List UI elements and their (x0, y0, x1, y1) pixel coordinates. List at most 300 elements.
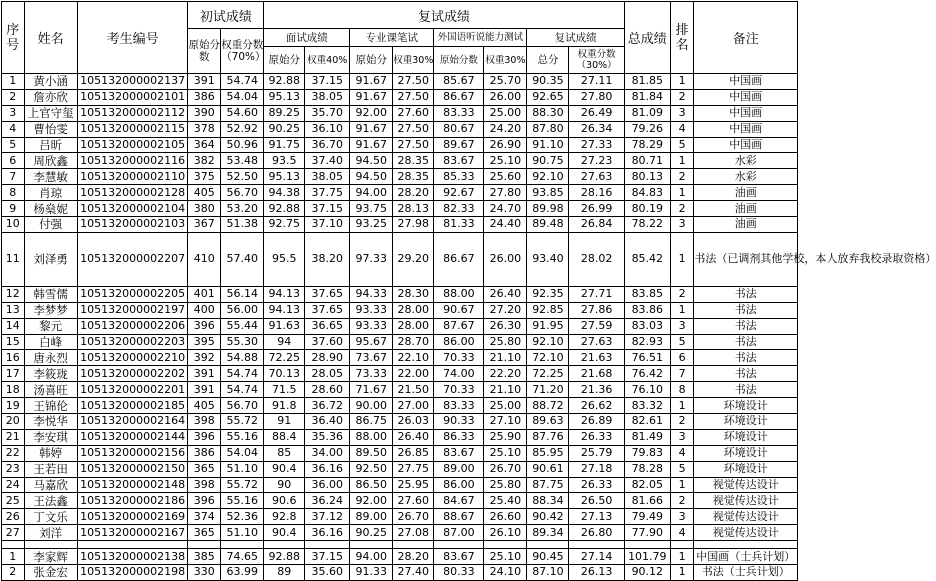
cell-initial-weighted: 54.74 (221, 366, 264, 382)
cell-rank: 5 (670, 334, 694, 350)
cell-total: 81.49 (624, 429, 670, 445)
cell-written-weighted: 27.08 (393, 525, 434, 541)
cell-listening-raw: 83.33 (434, 398, 484, 414)
cell-retest-weighted: 27.13 (569, 509, 624, 525)
cell-interview-weighted: 35.70 (305, 105, 350, 121)
cell-listening-raw: 83.67 (434, 153, 484, 169)
cell-name: 肖琼 (24, 185, 77, 201)
cell-written-weighted: 29.20 (393, 232, 434, 286)
cell-retest-sum: 91.10 (527, 137, 569, 153)
cell-total: 78.28 (624, 461, 670, 477)
cell-written-raw: 86.75 (350, 414, 393, 430)
cell-seq: 2 (2, 565, 25, 581)
cell-retest-sum: 87.75 (527, 477, 569, 493)
cell-rank: 2 (670, 286, 694, 302)
cell-retest-sum: 87.76 (527, 429, 569, 445)
table-row (2, 382, 798, 398)
cell-interview-weighted: 36.70 (305, 137, 350, 153)
header-w40: 权重40% (305, 47, 350, 74)
cell-listening-raw: 87.67 (434, 318, 484, 334)
cell-listening-raw: 86.33 (434, 429, 484, 445)
cell-initial-raw: 375 (188, 169, 221, 185)
cell-id: 105132000002110 (77, 169, 188, 185)
cell-initial-raw: 405 (188, 185, 221, 201)
table-row (2, 217, 798, 233)
cell-rank: 3 (670, 105, 694, 121)
header-sum: 总分 (527, 47, 569, 74)
cell-interview-raw: 91.8 (264, 398, 305, 414)
cell-interview-weighted: 37.40 (305, 153, 350, 169)
separator-cell (527, 541, 569, 549)
cell-written-weighted: 28.70 (393, 334, 434, 350)
cell-initial-raw: 374 (188, 509, 221, 525)
cell-rank: 3 (670, 429, 694, 445)
cell-id: 105132000002128 (77, 185, 188, 201)
cell-initial-weighted: 54.04 (221, 445, 264, 461)
cell-interview-raw: 90 (264, 477, 305, 493)
cell-listening-weighted: 25.40 (484, 493, 527, 509)
cell-listening-weighted: 26.70 (484, 461, 527, 477)
cell-interview-raw: 90.4 (264, 525, 305, 541)
cell-total: 81.84 (624, 89, 670, 105)
cell-written-weighted: 27.60 (393, 493, 434, 509)
cell-initial-raw: 386 (188, 89, 221, 105)
cell-rank: 3 (670, 318, 694, 334)
cell-seq: 25 (2, 493, 25, 509)
cell-initial-weighted: 54.74 (221, 74, 264, 90)
cell-retest-sum: 72.10 (527, 350, 569, 366)
cell-listening-weighted: 21.10 (484, 350, 527, 366)
cell-total: 79.49 (624, 509, 670, 525)
cell-retest-sum: 90.35 (527, 74, 569, 90)
cell-initial-raw: 330 (188, 565, 221, 581)
cell-interview-weighted: 34.00 (305, 445, 350, 461)
cell-interview-weighted: 37.10 (305, 217, 350, 233)
cell-seq: 9 (2, 201, 25, 217)
cell-written-weighted: 22.10 (393, 350, 434, 366)
cell-written-raw: 93.33 (350, 302, 393, 318)
cell-written-raw: 90.25 (350, 525, 393, 541)
cell-retest-weighted: 28.16 (569, 185, 624, 201)
cell-retest-sum: 93.40 (527, 232, 569, 286)
cell-interview-weighted: 36.00 (305, 477, 350, 493)
cell-written-raw: 97.33 (350, 232, 393, 286)
cell-total: 78.29 (624, 137, 670, 153)
cell-name: 李慧敏 (24, 169, 77, 185)
cell-listening-raw: 83.67 (434, 549, 484, 565)
cell-total: 83.86 (624, 302, 670, 318)
cell-written-raw: 95.67 (350, 334, 393, 350)
cell-name: 汤喜旺 (24, 382, 77, 398)
cell-retest-sum: 87.80 (527, 121, 569, 137)
cell-written-raw: 88.00 (350, 429, 393, 445)
cell-listening-raw: 88.67 (434, 509, 484, 525)
header-listening: 外国语听说能力测试 (434, 29, 527, 47)
cell-name: 唐永烈 (24, 350, 77, 366)
cell-listening-raw: 87.00 (434, 525, 484, 541)
cell-written-raw: 73.33 (350, 366, 393, 382)
header-weighted30: 权重分数（30%） (569, 47, 624, 74)
cell-interview-weighted: 36.16 (305, 461, 350, 477)
cell-total: 77.90 (624, 525, 670, 541)
cell-written-weighted: 27.50 (393, 89, 434, 105)
cell-retest-weighted: 27.59 (569, 318, 624, 334)
cell-rank: 7 (670, 366, 694, 382)
table-row (2, 318, 798, 334)
cell-id: 105132000002156 (77, 445, 188, 461)
header-written: 专业课笔试 (350, 29, 434, 47)
table-row (2, 461, 798, 477)
cell-note: 书法 (694, 318, 798, 334)
cell-written-weighted: 28.00 (393, 302, 434, 318)
cell-retest-weighted: 26.84 (569, 217, 624, 233)
cell-name: 黄小涵 (24, 74, 77, 90)
separator-cell (569, 541, 624, 549)
cell-name: 曹怡雯 (24, 121, 77, 137)
cell-initial-weighted: 55.72 (221, 414, 264, 430)
cell-name: 杨燊妮 (24, 201, 77, 217)
cell-written-weighted: 27.98 (393, 217, 434, 233)
cell-initial-weighted: 56.70 (221, 185, 264, 201)
cell-retest-sum: 88.30 (527, 105, 569, 121)
cell-retest-weighted: 27.14 (569, 549, 624, 565)
cell-initial-weighted: 52.36 (221, 509, 264, 525)
cell-retest-sum: 90.45 (527, 549, 569, 565)
cell-note: 环境设计 (694, 398, 798, 414)
cell-id: 105132000002101 (77, 89, 188, 105)
cell-seq: 4 (2, 121, 25, 137)
cell-note: 书法 (694, 286, 798, 302)
table-row (2, 429, 798, 445)
cell-total: 78.22 (624, 217, 670, 233)
cell-retest-sum: 89.63 (527, 414, 569, 430)
table-row (2, 350, 798, 366)
cell-rank: 8 (670, 382, 694, 398)
cell-id: 105132000002202 (77, 366, 188, 382)
score-table (1, 1, 936, 581)
cell-initial-raw: 364 (188, 137, 221, 153)
cell-written-raw: 89.50 (350, 445, 393, 461)
cell-retest-weighted: 27.63 (569, 169, 624, 185)
cell-initial-weighted: 51.10 (221, 461, 264, 477)
cell-seq: 27 (2, 525, 25, 541)
cell-written-raw: 91.67 (350, 89, 393, 105)
cell-seq: 2 (2, 89, 25, 105)
cell-listening-weighted: 25.10 (484, 445, 527, 461)
cell-note: 水彩 (694, 153, 798, 169)
cell-listening-raw: 85.33 (434, 169, 484, 185)
cell-total: 80.71 (624, 153, 670, 169)
cell-note: 书法（士兵计划） (694, 565, 798, 581)
cell-interview-raw: 71.5 (264, 382, 305, 398)
cell-listening-weighted: 26.00 (484, 232, 527, 286)
cell-retest-weighted: 27.33 (569, 137, 624, 153)
table-row (2, 414, 798, 430)
cell-name: 王法鑫 (24, 493, 77, 509)
cell-retest-weighted: 27.23 (569, 153, 624, 169)
separator-cell (350, 541, 393, 549)
cell-name: 李梦梦 (24, 302, 77, 318)
cell-initial-raw: 395 (188, 334, 221, 350)
cell-name: 韩雪儒 (24, 286, 77, 302)
cell-initial-weighted: 56.00 (221, 302, 264, 318)
cell-rank: 6 (670, 350, 694, 366)
cell-listening-weighted: 25.60 (484, 169, 527, 185)
cell-written-raw: 94.33 (350, 286, 393, 302)
cell-seq: 24 (2, 477, 25, 493)
header-w30a: 权重30% (393, 47, 434, 74)
cell-seq: 22 (2, 445, 25, 461)
cell-interview-weighted: 28.05 (305, 366, 350, 382)
cell-interview-raw: 91 (264, 414, 305, 430)
header-w30b: 权重30% (484, 47, 527, 74)
cell-initial-raw: 401 (188, 286, 221, 302)
cell-written-raw: 91.67 (350, 74, 393, 90)
cell-seq: 10 (2, 217, 25, 233)
cell-total: 76.10 (624, 382, 670, 398)
cell-interview-weighted: 37.15 (305, 74, 350, 90)
cell-interview-weighted: 37.65 (305, 302, 350, 318)
cell-note: 环境设计 (694, 414, 798, 430)
cell-written-weighted: 27.40 (393, 565, 434, 581)
cell-listening-raw: 81.33 (434, 217, 484, 233)
cell-written-raw: 92.00 (350, 493, 393, 509)
cell-initial-raw: 391 (188, 382, 221, 398)
cell-written-raw: 91.67 (350, 121, 393, 137)
cell-note: 环境设计 (694, 445, 798, 461)
cell-listening-raw: 80.33 (434, 565, 484, 581)
table-row (2, 201, 798, 217)
cell-interview-weighted: 38.20 (305, 232, 350, 286)
cell-initial-weighted: 54.88 (221, 350, 264, 366)
cell-note: 视觉传达设计 (694, 525, 798, 541)
cell-written-raw: 71.67 (350, 382, 393, 398)
cell-total: 83.85 (624, 286, 670, 302)
cell-retest-weighted: 26.33 (569, 429, 624, 445)
cell-initial-raw: 396 (188, 318, 221, 334)
cell-retest-weighted: 26.50 (569, 493, 624, 509)
cell-id: 105132000002116 (77, 153, 188, 169)
cell-id: 105132000002210 (77, 350, 188, 366)
cell-written-weighted: 26.85 (393, 445, 434, 461)
cell-listening-weighted: 24.10 (484, 565, 527, 581)
cell-name: 白峰 (24, 334, 77, 350)
cell-written-raw: 86.50 (350, 477, 393, 493)
cell-initial-weighted: 57.40 (221, 232, 264, 286)
cell-name: 李家辉 (24, 549, 77, 565)
cell-name: 詹亦欣 (24, 89, 77, 105)
cell-rank: 3 (670, 217, 694, 233)
header-id: 考生编号 (77, 2, 188, 74)
header-seq: 序号 (2, 2, 25, 74)
cell-listening-raw: 88.00 (434, 286, 484, 302)
cell-interview-raw: 95.5 (264, 232, 305, 286)
cell-seq: 8 (2, 185, 25, 201)
cell-written-weighted: 21.50 (393, 382, 434, 398)
cell-retest-sum: 92.10 (527, 169, 569, 185)
cell-seq: 20 (2, 414, 25, 430)
cell-listening-weighted: 25.10 (484, 153, 527, 169)
cell-id: 105132000002164 (77, 414, 188, 430)
cell-name: 刘泽勇 (24, 232, 77, 286)
cell-note: 书法（已调剂其他学校，本人放弃我校录取资格） (694, 232, 798, 286)
cell-listening-weighted: 25.70 (484, 74, 527, 90)
cell-note: 书法 (694, 366, 798, 382)
table-row (2, 121, 798, 137)
header-interview: 面试成绩 (264, 29, 350, 47)
cell-total: 76.51 (624, 350, 670, 366)
cell-id: 105132000002112 (77, 105, 188, 121)
cell-initial-raw: 396 (188, 493, 221, 509)
cell-initial-weighted: 50.96 (221, 137, 264, 153)
cell-initial-weighted: 55.16 (221, 429, 264, 445)
cell-note: 书法 (694, 302, 798, 318)
cell-initial-raw: 390 (188, 105, 221, 121)
cell-rank: 1 (670, 477, 694, 493)
cell-name: 韩婷 (24, 445, 77, 461)
cell-listening-weighted: 25.00 (484, 105, 527, 121)
separator-cell (670, 541, 694, 549)
cell-listening-weighted: 21.10 (484, 382, 527, 398)
separator-cell (2, 541, 25, 549)
cell-retest-sum: 92.35 (527, 286, 569, 302)
cell-id: 105132000002148 (77, 477, 188, 493)
cell-seq: 12 (2, 286, 25, 302)
cell-listening-weighted: 25.90 (484, 429, 527, 445)
cell-interview-raw: 89.25 (264, 105, 305, 121)
cell-rank: 1 (670, 398, 694, 414)
cell-retest-weighted: 27.63 (569, 334, 624, 350)
cell-name: 马嘉欣 (24, 477, 77, 493)
cell-initial-weighted: 52.50 (221, 169, 264, 185)
cell-initial-weighted: 51.10 (221, 525, 264, 541)
cell-listening-raw: 90.33 (434, 414, 484, 430)
cell-initial-weighted: 56.14 (221, 286, 264, 302)
cell-interview-raw: 91.75 (264, 137, 305, 153)
cell-total: 84.83 (624, 185, 670, 201)
cell-listening-raw: 80.67 (434, 121, 484, 137)
cell-listening-weighted: 24.70 (484, 201, 527, 217)
cell-initial-weighted: 53.48 (221, 153, 264, 169)
cell-retest-weighted: 27.71 (569, 286, 624, 302)
separator-cell (694, 541, 798, 549)
separator-cell (484, 541, 527, 549)
cell-name: 张金宏 (24, 565, 77, 581)
cell-listening-weighted: 26.90 (484, 137, 527, 153)
cell-id: 105132000002150 (77, 461, 188, 477)
cell-rank: 5 (670, 137, 694, 153)
cell-interview-raw: 92.88 (264, 74, 305, 90)
header-retest: 复试成绩 (264, 2, 625, 29)
cell-listening-raw: 90.67 (434, 302, 484, 318)
cell-total: 80.19 (624, 201, 670, 217)
cell-note: 环境设计 (694, 429, 798, 445)
cell-written-weighted: 28.13 (393, 201, 434, 217)
header-sub-raw: 原始分 (264, 47, 305, 74)
separator-cell (264, 541, 305, 549)
cell-listening-raw: 86.00 (434, 334, 484, 350)
cell-note: 中国画 (694, 137, 798, 153)
cell-note: 油画 (694, 201, 798, 217)
cell-note: 视觉传达设计 (694, 509, 798, 525)
table-row (2, 153, 798, 169)
cell-id: 105132000002169 (77, 509, 188, 525)
table-header (2, 2, 798, 74)
cell-note: 书法 (694, 334, 798, 350)
cell-interview-raw: 93.5 (264, 153, 305, 169)
cell-note: 中国画 (694, 89, 798, 105)
cell-listening-weighted: 27.20 (484, 302, 527, 318)
cell-seq: 15 (2, 334, 25, 350)
cell-rank: 2 (670, 414, 694, 430)
table-row (2, 105, 798, 121)
cell-seq: 1 (2, 74, 25, 90)
cell-retest-weighted: 26.80 (569, 525, 624, 541)
cell-interview-raw: 92.75 (264, 217, 305, 233)
cell-seq: 11 (2, 232, 25, 286)
separator-cell (624, 541, 670, 549)
cell-initial-raw: 400 (188, 302, 221, 318)
cell-retest-sum: 92.65 (527, 89, 569, 105)
cell-initial-weighted: 54.04 (221, 89, 264, 105)
cell-interview-weighted: 35.60 (305, 565, 350, 581)
cell-listening-weighted: 25.00 (484, 398, 527, 414)
cell-interview-raw: 92.8 (264, 509, 305, 525)
header-sub-raw2: 原始分 (350, 47, 393, 74)
cell-retest-sum: 89.48 (527, 217, 569, 233)
cell-interview-raw: 90.6 (264, 493, 305, 509)
cell-written-raw: 94.50 (350, 153, 393, 169)
cell-rank: 1 (670, 74, 694, 90)
cell-total: 81.66 (624, 493, 670, 509)
cell-seq: 1 (2, 549, 25, 565)
cell-initial-raw: 391 (188, 74, 221, 90)
cell-interview-weighted: 36.10 (305, 121, 350, 137)
cell-listening-weighted: 26.40 (484, 286, 527, 302)
cell-written-raw: 93.25 (350, 217, 393, 233)
cell-interview-raw: 94.13 (264, 286, 305, 302)
cell-rank: 4 (670, 445, 694, 461)
cell-id: 105132000002201 (77, 382, 188, 398)
cell-initial-raw: 398 (188, 414, 221, 430)
cell-retest-sum: 90.75 (527, 153, 569, 169)
cell-initial-raw: 391 (188, 366, 221, 382)
cell-name: 周欣鑫 (24, 153, 77, 169)
cell-written-raw: 94.50 (350, 169, 393, 185)
cell-listening-weighted: 25.10 (484, 549, 527, 565)
cell-rank: 4 (670, 121, 694, 137)
cell-interview-weighted: 38.05 (305, 169, 350, 185)
cell-name: 上官守玺 (24, 105, 77, 121)
cell-listening-raw: 89.67 (434, 137, 484, 153)
cell-note: 中国画 (694, 105, 798, 121)
cell-seq: 5 (2, 137, 25, 153)
cell-total: 83.32 (624, 398, 670, 414)
cell-initial-raw: 405 (188, 398, 221, 414)
cell-listening-raw: 89.00 (434, 461, 484, 477)
cell-total: 101.79 (624, 549, 670, 565)
cell-seq: 21 (2, 429, 25, 445)
cell-id: 105132000002138 (77, 549, 188, 565)
cell-retest-weighted: 26.13 (569, 565, 624, 581)
cell-id: 105132000002203 (77, 334, 188, 350)
cell-listening-raw: 86.67 (434, 232, 484, 286)
cell-total: 76.42 (624, 366, 670, 382)
cell-name: 刘洋 (24, 525, 77, 541)
cell-listening-raw: 84.67 (434, 493, 484, 509)
cell-interview-weighted: 38.05 (305, 89, 350, 105)
cell-retest-weighted: 26.99 (569, 201, 624, 217)
